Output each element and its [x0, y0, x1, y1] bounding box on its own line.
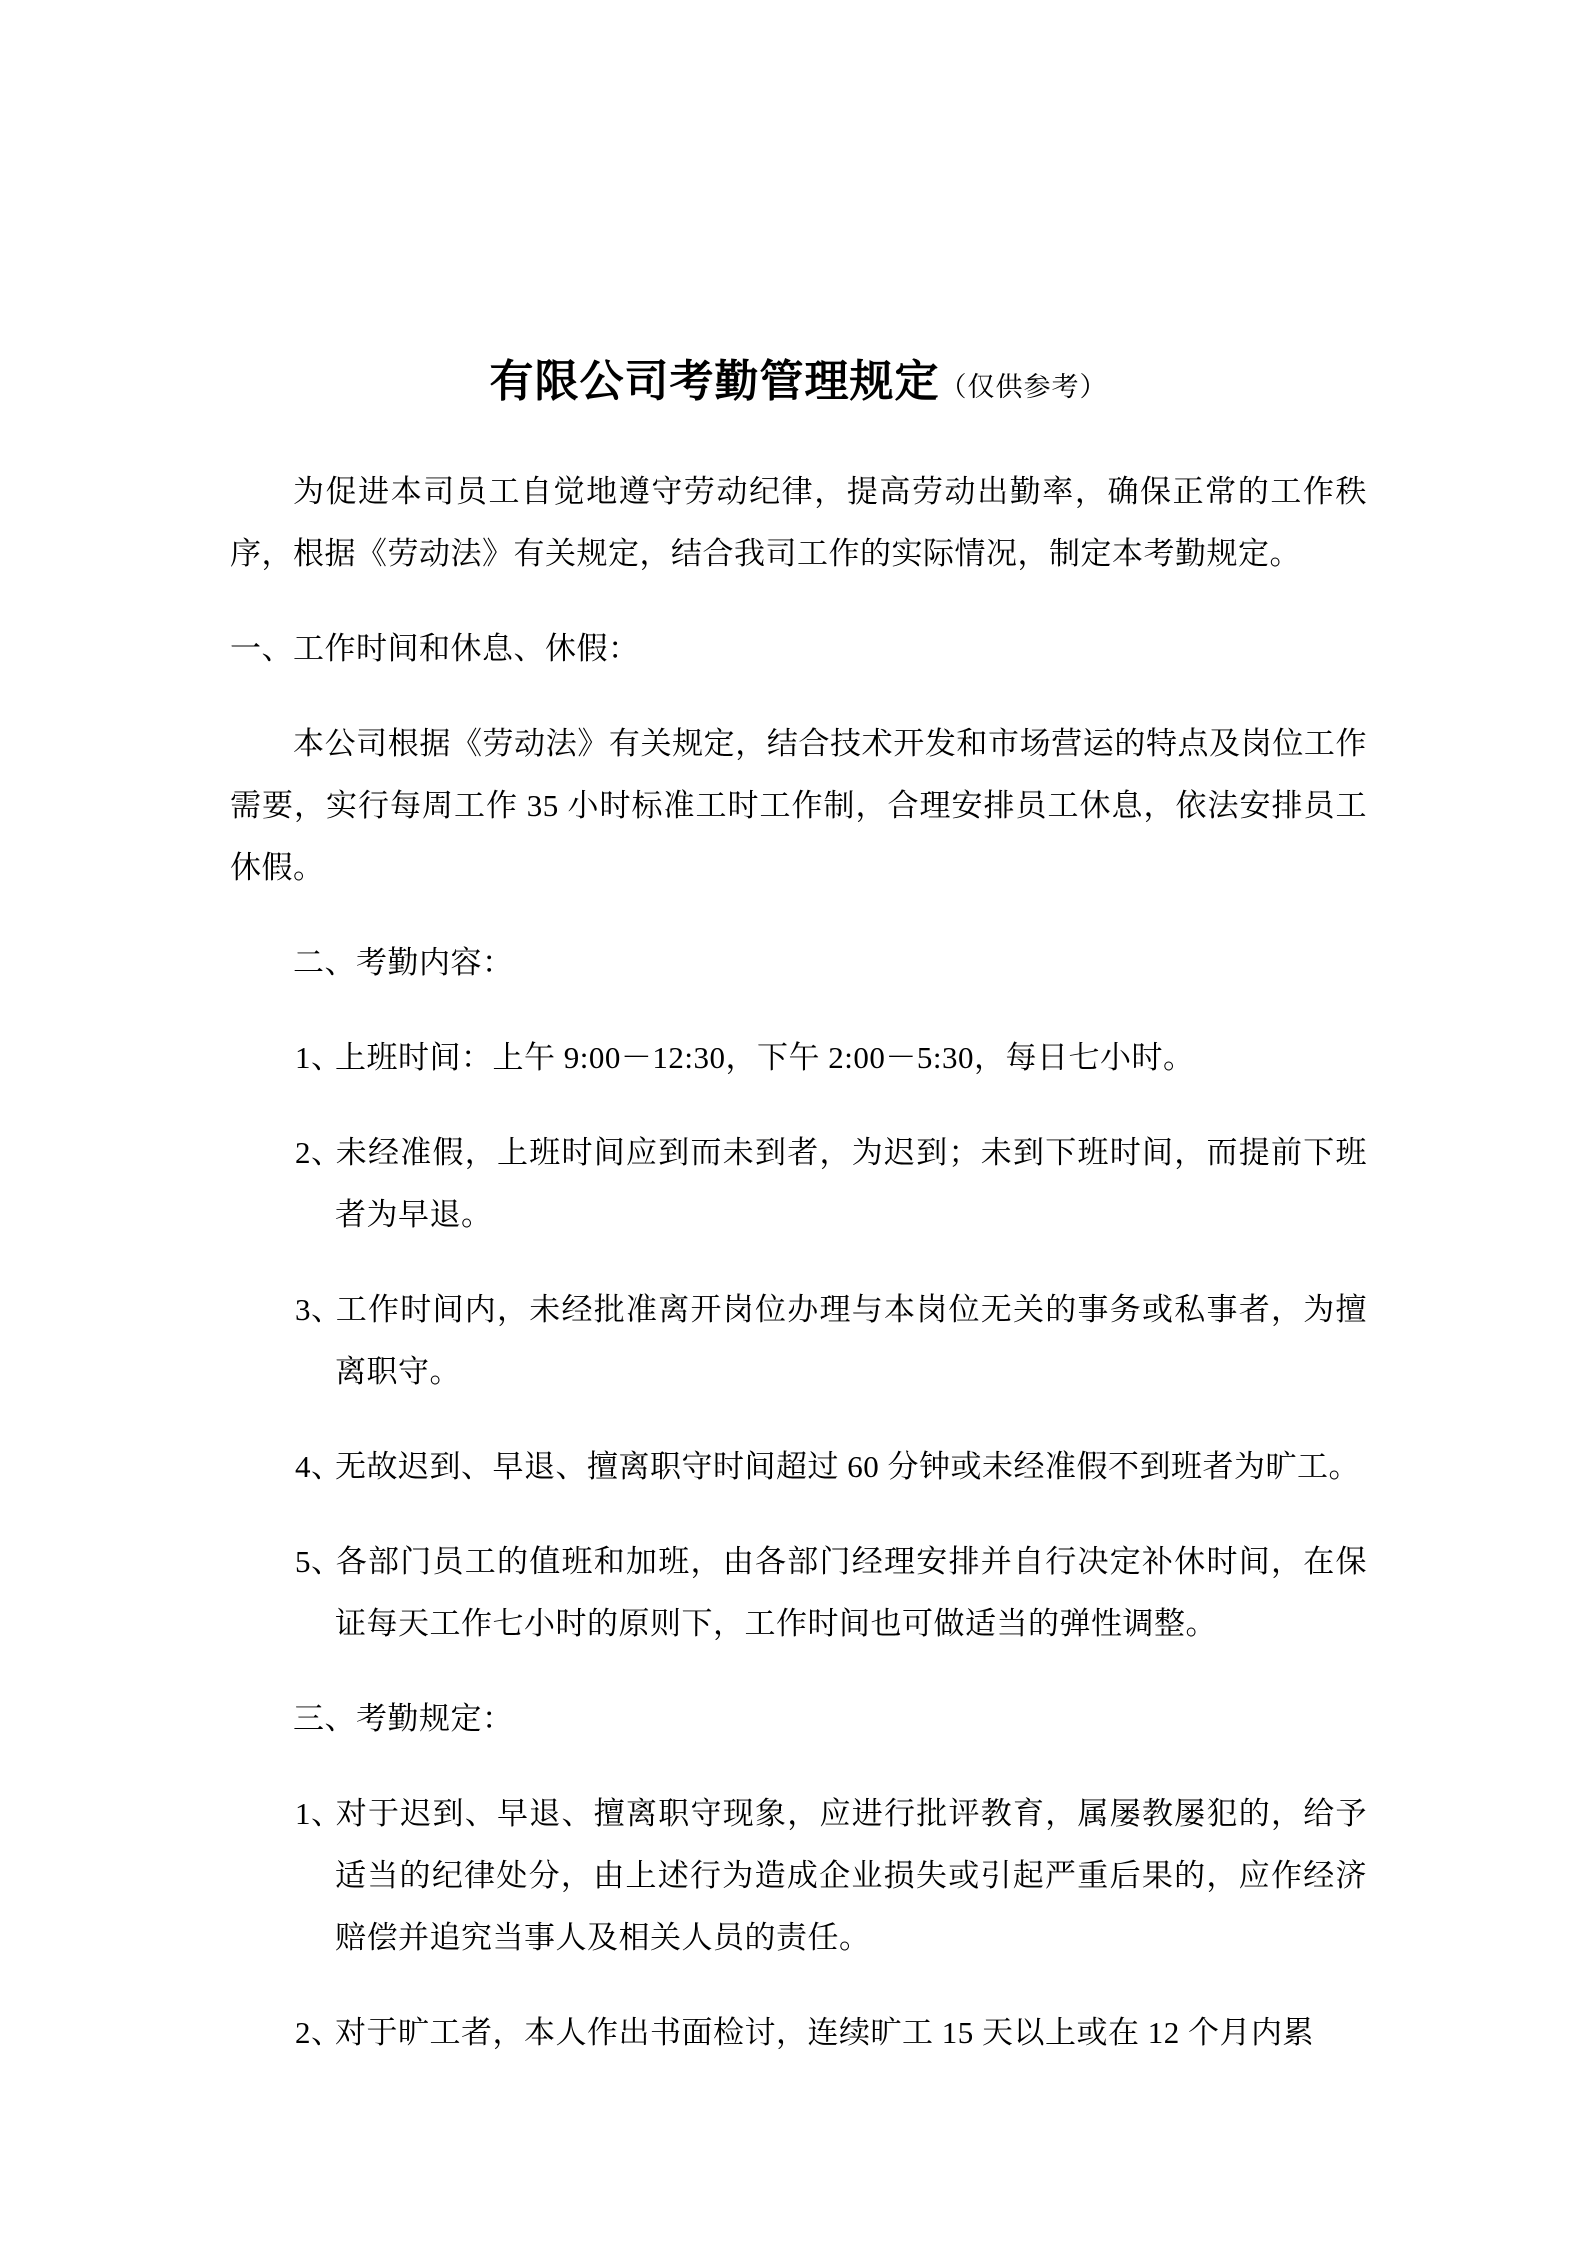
section-1-heading: 一、工作时间和休息、休假： [230, 631, 640, 666]
item-text: 工作时间内，未经批准离开岗位办理与本岗位无关的事务或私事者，为擅离职守。 [335, 1292, 1367, 1389]
section-2-heading: 二、考勤内容： [293, 945, 514, 980]
section-1-paragraph: 本公司根据《劳动法》有关规定，结合技术开发和市场营运的特点及岗位工作需要，实行每周工作 35 小时标准工时工作制，合理安排员工休息，依法安排员工休假。 [230, 726, 1367, 885]
item-number: 5、 [295, 1544, 343, 1579]
item-number: 2、 [295, 2015, 343, 2050]
list-item [230, 1783, 1367, 1969]
item-text: 未经准假，上班时间应到而未到者，为迟到；未到下班时间，而提前下班者为早退。 [335, 1135, 1367, 1232]
item-text: 各部门员工的值班和加班，由各部门经理安排并自行决定补休时间，在保证每天工作七小时的原则下，工作时间也可做适当的弹性调整。 [335, 1544, 1367, 1641]
document-title-text: 有限公司考勤管理规定 [489, 357, 940, 406]
item-number: 1、 [295, 1040, 343, 1075]
item-text: 对于迟到、早退、擅离职守现象，应进行批评教育，属屡教屡犯的，给予适当的纪律处分，由上述行为造成企业损失或引起严重后果的，应作经济赔偿并追究当事人及相关人员的责任。 [335, 1796, 1367, 1955]
item-text: 无故迟到、早退、擅离职守时间超过 60 分钟或未经准假不到班者为旷工。 [335, 1449, 1360, 1484]
document-title-suffix: （仅供参考） [939, 372, 1108, 402]
item-number: 1、 [295, 1796, 343, 1831]
item-text: 对于旷工者，本人作出书面检讨，连续旷工 15 天以上或在 12 个月内累 [335, 2015, 1314, 2050]
list-item [230, 1279, 1367, 1403]
list-item [230, 1436, 1367, 1498]
item-number: 2、 [295, 1135, 343, 1170]
list-item [230, 1531, 1367, 1655]
section-3-heading: 三、考勤规定： [293, 1701, 514, 1736]
list-item [230, 2002, 1367, 2064]
document-title [230, 345, 1367, 409]
intro-paragraph: 为促进本司员工自觉地遵守劳动纪律，提高劳动出勤率，确保正常的工作秩序，根据《劳动法》有关规定，结合我司工作的实际情况，制定本考勤规定。 [230, 474, 1367, 571]
list-item [230, 1122, 1367, 1246]
item-text: 上班时间：上午 9:00－12:30，下午 2:00－5:30，每日七小时。 [335, 1040, 1195, 1075]
item-number: 4、 [295, 1449, 343, 1484]
item-number: 3、 [295, 1292, 343, 1327]
document-body [230, 461, 1367, 2064]
list-item [230, 1027, 1367, 1089]
